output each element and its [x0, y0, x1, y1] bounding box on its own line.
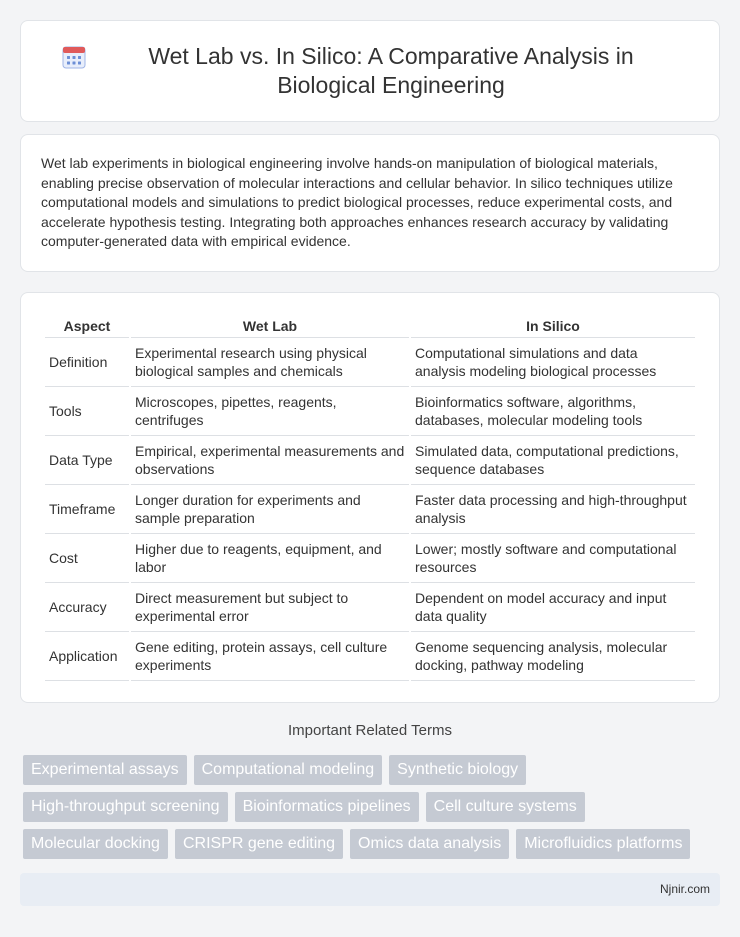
related-terms	[23, 755, 723, 866]
table-header-row	[45, 313, 695, 338]
in-silico-cell: Bioinformatics software, algorithms, databases, molecular modeling tools	[411, 387, 695, 436]
in-silico-cell: Simulated data, computational predictions, sequence databases	[411, 436, 695, 485]
term-row	[23, 792, 723, 822]
aspect-cell: Application	[45, 632, 129, 681]
aspect-cell: Tools	[45, 387, 129, 436]
related-terms-heading: Important Related Terms	[288, 722, 452, 739]
wet-lab-cell: Experimental research using physical biological samples and chemicals	[131, 338, 409, 387]
calendar-grid-icon	[61, 44, 87, 70]
comparison-table	[43, 313, 697, 681]
footer	[20, 873, 720, 906]
header-wet-lab: Wet Lab	[131, 313, 409, 338]
wet-lab-cell: Empirical, experimental measurements and observations	[131, 436, 409, 485]
in-silico-cell: Computational simulations and data analysis modeling biological processes	[411, 338, 695, 387]
term-tag[interactable]: Experimental assays	[23, 755, 187, 785]
header-in-silico: In Silico	[411, 313, 695, 338]
table-row	[45, 534, 695, 583]
in-silico-cell: Faster data processing and high-throughput analysis	[411, 485, 695, 534]
wet-lab-cell: Microscopes, pipettes, reagents, centrifuges	[131, 387, 409, 436]
intro-paragraph: Wet lab experiments in biological engineering involve hands-on manipulation of biological materials, enabling precise observation of molecular interactions and cellular behavior. In silico techniques utilize computational models and simulations to predict biological processes, reduce experimental costs, and accelerate hypothesis testing. Integrating both approaches enhances research accuracy by validating computer-generated data with empirical evidence.	[41, 155, 673, 250]
table-row	[45, 436, 695, 485]
table-row	[45, 338, 695, 387]
page-title: Wet Lab vs. In Silico: A Comparative Analysis in Biological Engineering	[148, 43, 634, 98]
title-card	[20, 20, 720, 122]
aspect-cell: Cost	[45, 534, 129, 583]
table-row	[45, 632, 695, 681]
aspect-cell: Accuracy	[45, 583, 129, 632]
aspect-cell: Timeframe	[45, 485, 129, 534]
aspect-cell: Definition	[45, 338, 129, 387]
term-tag[interactable]: Microfluidics platforms	[516, 829, 690, 859]
term-tag[interactable]: Omics data analysis	[350, 829, 509, 859]
title-wrap	[21, 42, 719, 100]
term-tag[interactable]: Bioinformatics pipelines	[235, 792, 419, 822]
term-row	[23, 829, 723, 859]
table-row	[45, 387, 695, 436]
term-tag[interactable]: Synthetic biology	[389, 755, 526, 785]
wet-lab-cell: Longer duration for experiments and sample preparation	[131, 485, 409, 534]
table-row	[45, 583, 695, 632]
term-tag[interactable]: High-throughput screening	[23, 792, 228, 822]
term-tag[interactable]: Computational modeling	[194, 755, 383, 785]
term-tag[interactable]: CRISPR gene editing	[175, 829, 343, 859]
wet-lab-cell: Gene editing, protein assays, cell culture experiments	[131, 632, 409, 681]
footer-site-link[interactable]: Njnir.com	[659, 882, 710, 896]
comparison-table-card	[20, 292, 720, 703]
term-tag[interactable]: Molecular docking	[23, 829, 168, 859]
header-aspect: Aspect	[45, 313, 129, 338]
table-row	[45, 485, 695, 534]
aspect-cell: Data Type	[45, 436, 129, 485]
in-silico-cell: Lower; mostly software and computational resources	[411, 534, 695, 583]
in-silico-cell: Dependent on model accuracy and input data quality	[411, 583, 695, 632]
term-row	[23, 755, 723, 785]
term-tag[interactable]: Cell culture systems	[426, 792, 585, 822]
wet-lab-cell: Higher due to reagents, equipment, and labor	[131, 534, 409, 583]
wet-lab-cell: Direct measurement but subject to experimental error	[131, 583, 409, 632]
intro-card	[20, 134, 720, 272]
in-silico-cell: Genome sequencing analysis, molecular docking, pathway modeling	[411, 632, 695, 681]
